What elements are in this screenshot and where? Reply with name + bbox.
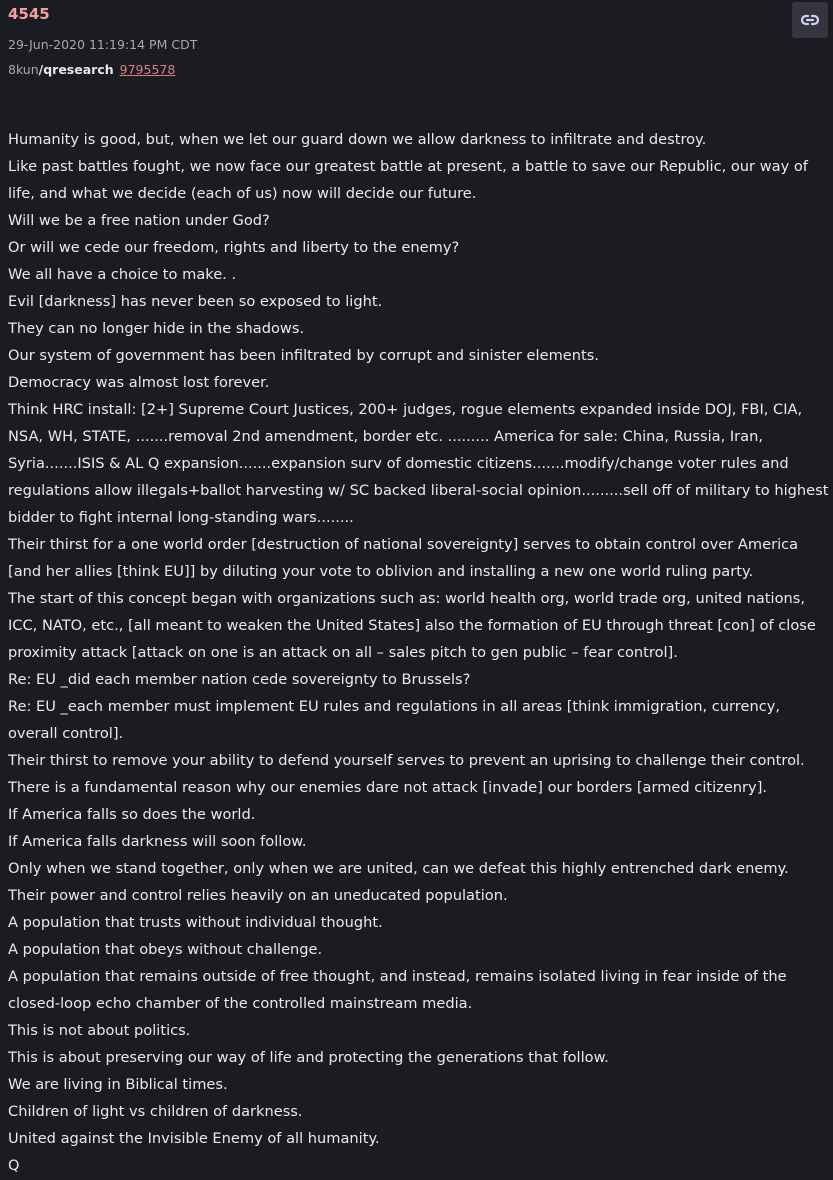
post-line: Q [8,1157,20,1174]
post-line: United against the Invisible Enemy of all humanity. [8,1130,380,1147]
post-timestamp: 29-Jun-2020 11:19:14 PM CDT [8,37,198,52]
site-name: 8kun [8,62,39,77]
post-line: We are living in Biblical times. [8,1076,228,1093]
post-line: Their power and control relies heavily on an uneducated population. [8,887,508,904]
post-line: Children of light vs children of darkness. [8,1103,303,1120]
post-line: Humanity is good, but, when we let our guard down we allow darkness to infiltrate and destroy. [8,131,707,148]
post-reference-link[interactable]: 9795578 [119,62,176,77]
post-line: Re: EU _each member must implement EU rules and regulations in all areas [think immigration, currency, overall control]. [8,698,780,742]
post-line: If America falls darkness will soon follow. [8,833,307,850]
post-line: Democracy was almost lost forever. [8,374,270,391]
post-number: 4545 [8,5,50,23]
post-line: The start of this concept began with organizations such as: world health org, world trade org, united nations, ICC, NATO, etc., [all meant to weaken the United States] also the formation of EU through threat [con] of close proximity attack [attack on one is an attack on all – sales pitch to gen public – fear control]. [8,590,816,661]
post-line: A population that obeys without challenge. [8,941,323,958]
board-name: /qresearch [38,62,114,77]
post-line: This is not about politics. [8,1022,191,1039]
link-icon [801,14,819,26]
post-body [8,126,833,1179]
permalink-button[interactable] [792,2,828,38]
post-line: Will we be a free nation under God? [8,212,270,229]
post-line: Their thirst to remove your ability to defend yourself serves to prevent an uprising to challenge their control. [8,752,805,769]
post-line: There is a fundamental reason why our enemies dare not attack [invade] our borders [armed citizenry]. [8,779,768,796]
post-line: Like past battles fought, we now face our greatest battle at present, a battle to save our Republic, our way of life, and what we decide (each of us) now will decide our future. [8,158,808,202]
post-source [8,62,175,77]
post-line: A population that trusts without individual thought. [8,914,383,931]
post-line: They can no longer hide in the shadows. [8,320,305,337]
post-line: Only when we stand together, only when we are united, can we defeat this highly entrenched dark enemy. [8,860,789,877]
post-line: This is about preserving our way of life and protecting the generations that follow. [8,1049,609,1066]
post-line: Think HRC install: [2+] Supreme Court Justices, 200+ judges, rogue elements expanded inside DOJ, FBI, CIA, NSA, WH, STATE, .......removal 2nd amendment, border etc. ......... America for sale: China, Russia, Iran, Syria.......ISIS & AL Q expansion.......expansion surv of domestic citizens.......modify/change voter rules and regulations allow illegals+ballot harvesting w/ SC backed liberal-social opinion.........sell off of military to highest bidder to fight internal long-standing wars........ [8,401,829,526]
post-line: We all have a choice to make. . [8,266,237,283]
post-line: Their thirst for a one world order [destruction of national sovereignty] serves to obtain control over America [and her allies [think EU]] by diluting your vote to oblivion and installing a new one world ruling party. [8,536,799,580]
post-line: Our system of government has been infiltrated by corrupt and sinister elements. [8,347,599,364]
post-line: Re: EU _did each member nation cede sovereignty to Brussels? [8,671,471,688]
post-line: If America falls so does the world. [8,806,256,823]
post-line: Evil [darkness] has never been so exposed to light. [8,293,383,310]
post-line: Or will we cede our freedom, rights and liberty to the enemy? [8,239,460,256]
post-line: A population that remains outside of free thought, and instead, remains isolated living in fear inside of the closed-loop echo chamber of the controlled mainstream media. [8,968,787,1012]
